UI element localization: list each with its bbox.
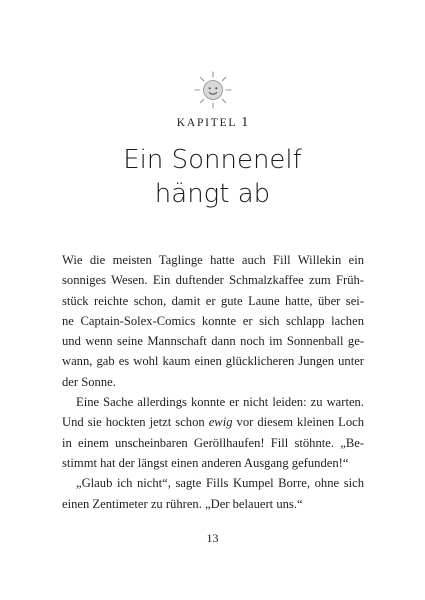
text-segment: Und sie hockten jetzt schon bbox=[62, 415, 205, 430]
chapter-title bbox=[0, 143, 425, 211]
body-text bbox=[62, 250, 364, 514]
chapter-number: 1 bbox=[241, 115, 249, 130]
smiling-sun-icon bbox=[193, 70, 233, 110]
chapter-title-line-1: Ein Sonnenelf bbox=[123, 145, 302, 175]
text-line: Wie die meisten Taglinge hatte auch Fill Willekin ein bbox=[62, 253, 364, 267]
text-line: stimmt hat der längst einen anderen Ausgang gefunden!“ bbox=[62, 455, 349, 470]
emphasized-word: ewig bbox=[208, 415, 233, 430]
text-segment: vor diesem kleinen Loch bbox=[236, 415, 364, 430]
chapter-kicker bbox=[0, 115, 425, 131]
text-line: der Sonne. bbox=[62, 374, 116, 389]
text-line: und wenn seine Mannschaft dann noch im Sonnenball ge- bbox=[62, 334, 364, 349]
text-line: sonniges Wesen. Ein duftender Schmalzkaffee zum Früh- bbox=[62, 273, 364, 288]
text-line: „Glaub ich nicht“, sagte Fills Kumpel Borre, ohne sich bbox=[76, 476, 364, 491]
text-line: einen Zentimeter zu rühren. „Der belauert uns.“ bbox=[62, 496, 303, 511]
page-number: 13 bbox=[206, 531, 219, 545]
chapter-title-line-2: hängt ab bbox=[154, 179, 271, 209]
text-line: ne Captain-Solex-Comics konnte er sich schlapp lachen bbox=[62, 313, 364, 328]
text-line: wann, gab es wohl kaum einen glücklicheren Jungen unter bbox=[62, 354, 364, 369]
text-line: in einem unscheinbaren Geröllhaufen! Fill stöhnte. „Be- bbox=[62, 435, 364, 450]
text-line: Eine Sache allerdings konnte er nicht leiden: zu warten. bbox=[76, 395, 364, 410]
chapter-label: KAPITEL bbox=[176, 117, 238, 129]
text-line: stück reichte schon, damit er gute Laune hatte, über sei- bbox=[62, 293, 364, 308]
text-line bbox=[62, 412, 364, 432]
